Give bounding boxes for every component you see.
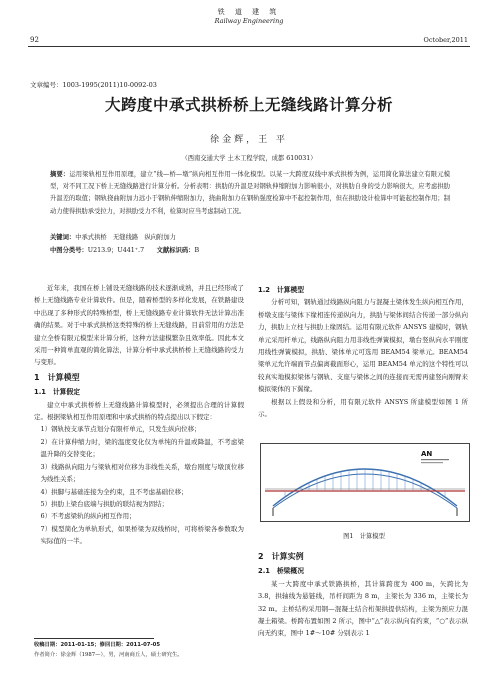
subsection-heading: 1.1 计算假定 [34, 388, 81, 397]
received-date: 收稿日期：2011-01-15；修回日期：2011-07-05 [34, 642, 161, 648]
issue-date: October,2011 [423, 36, 468, 44]
body-paragraph: 建立中承式拱桥桥上无缝线路计算模型时，必须提出合理的计算假定。根据梁轨相互作用原理和中承式拱桥的特点提出以下假定： [34, 400, 244, 422]
affiliation: （西南交通大学 土木工程学院，成都 610031） [181, 155, 317, 162]
left-column [34, 282, 244, 548]
keywords-text: 中承式拱桥 无缝线路 纵向附加力 [75, 234, 176, 241]
page-number: 92 [30, 36, 39, 44]
model-figure [260, 443, 470, 522]
doc-code-value: B [194, 247, 200, 254]
assumption-item: 1）钢轨按支承节点划分有限杆单元，只发生纵向位移； [40, 425, 201, 434]
ansys-logo: AN [421, 450, 433, 458]
journal-name-en: Railway Engineering [214, 17, 284, 25]
abstract [50, 169, 450, 218]
right-column [258, 282, 468, 420]
classification [50, 245, 450, 254]
header-rule [28, 46, 470, 47]
subsection-heading: 2.1 桥梁概况 [258, 567, 305, 576]
body-paragraph: 分析可知，钢轨通过线路纵向阻力与混凝土梁体发生纵向相互作用，桥墩支座与梁体下缘相连传递纵向力，拱肋与梁体间结合传递一部分纵向力，拱肋上立柱与拱肋上缘固结。运用有限元软件 ANSYS 建模时，钢轨单元采用杆单元，线路纵向阻力用非线性弹簧模拟，墩台竖纵向水平刚度用线性弹簧模拟，拱肋、梁体单元可选用 BEAM54 梁单元。BEAM54 梁单元允许端面节点偏离截面形心，运用 BEAM54 单元的这个特性可以较真实地模拟梁体与钢轨、支座与梁体之间的连接而无需再建竖向刚臂来模拟梁体的下翼缘。 [258, 298, 468, 394]
clc-value: U213.9；U441⁺.7 [87, 247, 145, 254]
assumption-item: 4）拱脚与基础连接为全约束，且不考虑基础位移； [40, 487, 188, 496]
assumption-item: 5）拱肋上梁台底端与拱肋的联结视为固结； [40, 499, 169, 508]
doc-code-label: 文献标识码： [156, 247, 195, 254]
assumption-item: 3）线路纵向阻力与梁轨相对位移为非线性关系，墩台刚度与墩顶位移为线性关系； [40, 462, 244, 484]
body-paragraph: 某一大跨度中承式铁路拱桥，其计算跨度为 400 m，矢跨比为 3.8，拱轴线为悬链线，吊杆间距为 8 m，主梁长为 336 m，主梁长为 32 m。主桥结构采用钢—混凝土结合桁架拱提供结构，主梁为预应力混凝土箱梁。桥跨布置如图 2 所示，图中“△”表示纵向有约束，“○”表示纵向无约束，图中 1#～10# 分别表示 1 [258, 579, 468, 638]
clc-label: 中图分类号： [50, 247, 88, 254]
abstract-label: 摘要： [50, 171, 70, 178]
assumption-item: 7）模型简化为单轨形式，如果桥梁为双线桥时，可将桥梁各参数取为实际值的一半。 [40, 524, 244, 546]
abstract-text: 运用梁轨相互作用原理，建立“线—桥—墩”纵向相互作用一体化模型。以某一大跨度双线中承式拱桥为例，运用简化算法建立有限元模型，对不同工况下桥上无缝线路进行计算分析。分析表明：拱肋的升温是对钢轨伸缩附加力影响很小，对拱肋自身的受力影响很大，应考虑拱肋升温差的取值；钢轨挠曲附加力远小于钢轨伸缩附加力，挠曲附加力在钢轨强度检算中不起控制作用，但在拱肋设计检算中可能起控制作用；制动力使得拱肋承受拉力，对拱肋受力不利，检算时应当考虑制动工况。 [50, 171, 450, 215]
section-heading: 1 计算模型 [34, 372, 80, 382]
assumption-item: 2）在计算伸缩力时，梁的温度变化仅为单纯的升温或降温，不考虑梁温升降的交替变化； [40, 437, 244, 459]
article-number: 文章编号：1003-1995(2011)10-0092-03 [30, 81, 157, 89]
section-heading: 2 计算实例 [258, 552, 304, 561]
keywords-label: 关键词： [50, 234, 76, 241]
body-paragraph: 根据以上假设和分析，用有限元软件 ANSYS 所建模型如图 1 所示。 [258, 397, 468, 419]
keywords [50, 232, 450, 241]
author-list: 徐金辉，王 平 [210, 135, 288, 145]
bridge-model-drawing [261, 444, 469, 521]
paper-title: 大跨度中承式拱桥桥上无缝线路计算分析 [104, 96, 393, 114]
footnote-rule [34, 638, 154, 639]
intro-paragraph: 近年来，我国在桥上铺设无缝线路的技术逐渐成熟，并且已经形成了桥上无缝线路专业计算软件。但是，随着桥型的多样化发展，在铁路建设中出现了多种形式的特殊桥型，桥上无缝线路专业计算软件无法计算出准确的结果。对于中承式拱桥这类特殊的桥上无缝线路，目前常用的方法是建立全桥有限元模型来计算分析，这种方法建模繁杂且效率低。因此本文采用一种简单直观的简化算法，计算分析中承式拱桥桥上无缝线路的受力与变形。 [34, 284, 244, 367]
right-column-lower [258, 548, 468, 640]
figure-caption: 图1 计算模型 [343, 533, 385, 540]
footnote-received [34, 641, 249, 650]
subsection-heading: 1.2 计算模型 [258, 286, 305, 294]
journal-name-cn: 铁 道 建 筑 [217, 8, 281, 16]
assumption-item: 6）不考虑梁轨的纵向相互作用； [40, 512, 136, 521]
footnote-author: 作者简介：徐金辉（1987—），男，河南商丘人，硕士研究生。 [34, 652, 183, 658]
hanger-group [285, 469, 445, 497]
